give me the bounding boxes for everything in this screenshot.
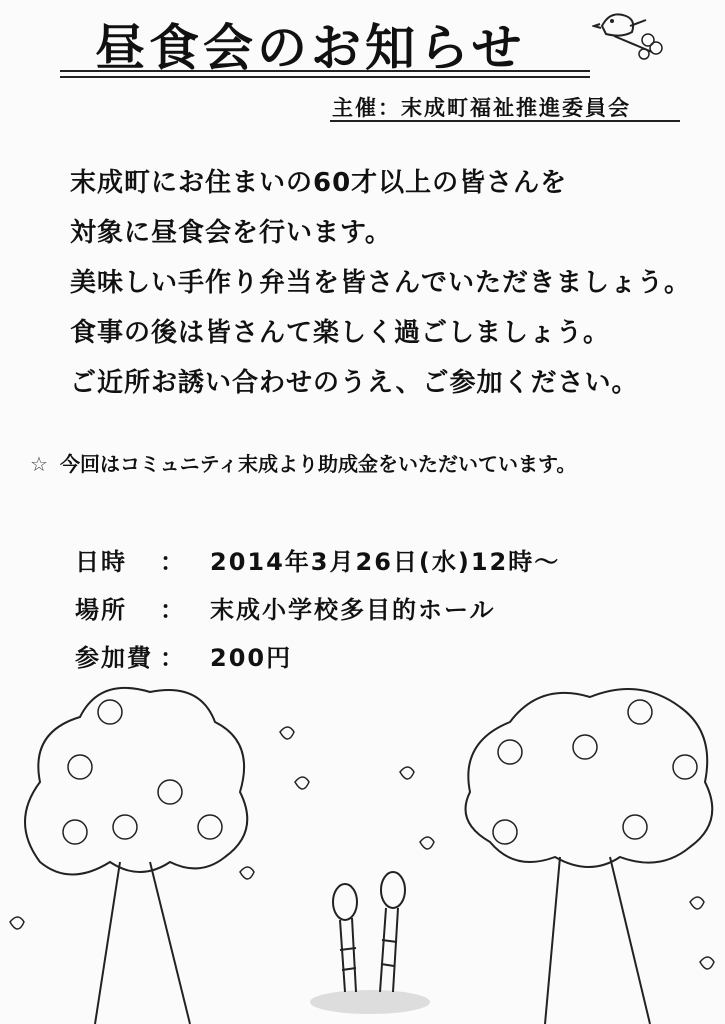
detail-value: 200円 xyxy=(210,644,293,672)
cherry-tree-right xyxy=(466,689,713,1024)
falling-petals xyxy=(10,727,714,969)
subsidy-note xyxy=(30,448,576,477)
detail-value: 末成小学校多目的ホール xyxy=(210,596,496,624)
body-line: 美味しい手作り弁当を皆さんでいただきましょう。 xyxy=(70,268,692,298)
body-line: ご近所お誘い合わせのうえ、ご参加ください。 xyxy=(70,368,639,398)
detail-colon: ： xyxy=(160,548,184,576)
body-line: 末成町にお住まいの60才以上の皆さんを xyxy=(70,168,568,198)
detail-label: 日時 xyxy=(75,548,127,576)
blossom-flowers xyxy=(63,700,697,844)
body-line: 食事の後は皆さんて楽しく過ごしましょう。 xyxy=(70,318,611,348)
cherry-blossom-illustration xyxy=(0,672,725,1024)
page-title: 昼食会のお知らせ xyxy=(95,19,526,77)
detail-label: 場所 xyxy=(75,596,127,624)
star-icon: ☆ xyxy=(30,452,48,476)
detail-row-datetime xyxy=(75,538,560,586)
detail-value: 2014年3月26日(水)12時～ xyxy=(210,548,561,576)
worm-characters xyxy=(310,872,430,1014)
organizer-label: 主催：末成町福祉推進委員会 xyxy=(332,96,631,120)
bird-icon xyxy=(592,6,672,66)
detail-colon: ： xyxy=(160,596,184,624)
cherry-tree-left xyxy=(25,688,247,1024)
detail-label: 参加費 xyxy=(75,644,153,672)
title-underline-2 xyxy=(60,76,590,78)
organizer-underline xyxy=(330,120,680,122)
title-underline xyxy=(60,70,590,72)
body-paragraph xyxy=(70,158,691,408)
detail-row-place xyxy=(75,586,560,634)
event-details xyxy=(75,538,560,682)
subsidy-note-text: 今回はコミュニティ末成より助成金をいただいています。 xyxy=(60,452,577,476)
detail-colon: ： xyxy=(160,644,184,672)
body-line: 対象に昼食会を行います。 xyxy=(70,218,392,248)
